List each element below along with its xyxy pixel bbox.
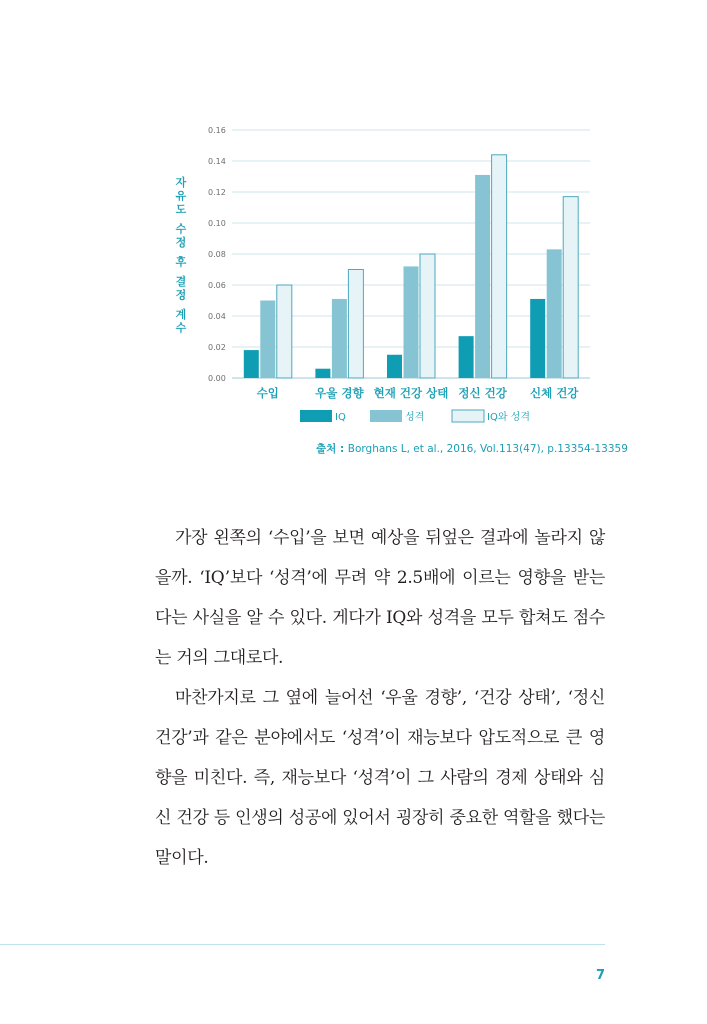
y-axis-label-char: 결: [175, 275, 187, 288]
legend-label: IQ와 성격: [487, 412, 530, 423]
y-axis-label-char: 수: [175, 222, 187, 236]
bar-iq: [315, 369, 330, 378]
source-label: 출처 :: [316, 443, 348, 455]
bar-성격: [475, 175, 490, 378]
bar-chart: [0, 0, 707, 470]
y-tick-label: 0.04: [208, 312, 226, 321]
source-citation: [315, 442, 628, 455]
bar-iq: [244, 350, 259, 378]
bar-iq: [530, 299, 545, 378]
bar-iq: [387, 355, 402, 378]
y-axis-label-char: 계: [175, 308, 187, 321]
y-axis-label-char: 수: [175, 321, 187, 335]
x-tick-label: 신체 건강: [529, 386, 579, 400]
paragraph-2: 마찬가지로 그 옆에 늘어선 ‘우울 경향’, ‘건강 상태’, ‘정신 건강’과 같은 분야에서도 ‘성격’이 재능보다 압도적으로 큰 영향을 미친다. 즉, 재능보다 ‘성격’이 그 사람의 경제 상태와 심신 건강 등 인생의 성공에 있어서 굉장히 중요한 역할을 했다는 말이다.: [155, 688, 605, 868]
bar-성격: [332, 299, 347, 378]
bar-성격: [404, 266, 419, 378]
bar-iq와-성격: [492, 155, 507, 378]
y-tick-label: 0.14: [208, 157, 226, 166]
legend-label: 성격: [405, 412, 425, 423]
legend-swatch: [370, 410, 402, 422]
bar-성격: [260, 301, 275, 379]
y-axis-label-char: 정: [175, 236, 187, 249]
y-axis-label-char: 도: [175, 203, 187, 216]
x-tick-label: 우울 경향: [315, 386, 364, 400]
x-tick-label: 현재 건강 상태: [373, 386, 449, 400]
y-tick-label: 0.12: [208, 188, 226, 197]
y-axis-label-char: 정: [175, 288, 187, 302]
page-number: 7: [596, 968, 606, 983]
y-tick-label: 0.02: [208, 343, 226, 352]
footer-divider: [0, 944, 605, 945]
y-tick-label: 0.06: [208, 281, 226, 290]
y-tick-label: 0.10: [208, 219, 226, 228]
bar-iq와-성격: [277, 285, 292, 378]
bar-성격: [547, 249, 562, 378]
y-tick-label: 0.08: [208, 250, 226, 259]
y-axis-label-char: 자: [175, 176, 187, 189]
bar-iq: [459, 336, 474, 378]
legend-swatch: [452, 410, 484, 422]
chart-figure: [0, 0, 707, 470]
legend-swatch: [300, 410, 332, 422]
legend-label: IQ: [335, 412, 346, 423]
y-tick-label: 0.00: [208, 374, 226, 383]
x-tick-label: 정신 건강: [458, 386, 507, 400]
bar-iq와-성격: [348, 270, 363, 379]
paragraph-1: 가장 왼쪽의 ‘수입’을 보면 예상을 뒤엎은 결과에 놀라지 않을까. ‘IQ’보다 ‘성격’에 무려 약 2.5배에 이르는 영향을 받는다는 사실을 알 수 있다. 게다가 IQ와 성격을 모두 합쳐도 점수는 거의 그대로다.: [155, 528, 605, 668]
bar-iq와-성격: [420, 254, 435, 378]
source-text: Borghans L, et al., 2016, Vol.113(47), p.13354-13359: [347, 443, 628, 455]
body-text: [155, 518, 605, 878]
y-axis-label-char: 후: [175, 255, 187, 269]
x-tick-label: 수입: [256, 386, 279, 400]
bar-iq와-성격: [563, 197, 578, 378]
y-tick-label: 0.16: [208, 126, 226, 135]
y-axis-label-char: 유: [175, 189, 187, 203]
